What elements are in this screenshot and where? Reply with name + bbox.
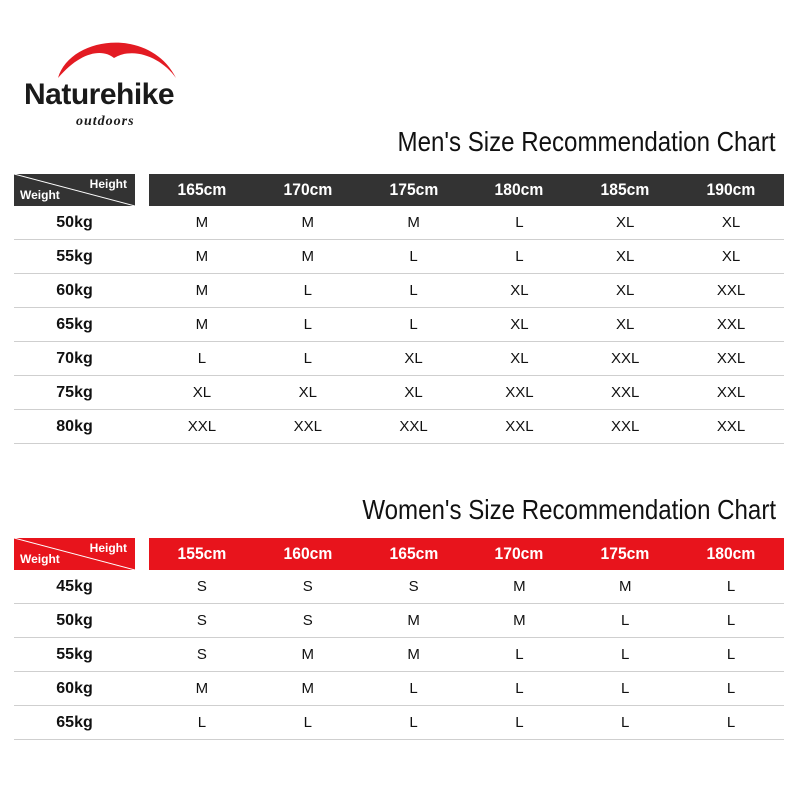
size-cells: [149, 206, 784, 239]
table-row: [14, 240, 784, 274]
size-cell: XL: [510, 350, 529, 367]
size-cell: L: [515, 214, 524, 231]
size-cell: L: [303, 350, 312, 367]
weight-cell: 60kg: [56, 282, 93, 299]
size-cell: L: [621, 612, 630, 629]
size-cell: L: [303, 282, 312, 299]
height-column-header: 170cm: [495, 544, 544, 563]
size-cell: M: [513, 578, 526, 595]
height-column-header: 185cm: [600, 180, 650, 199]
size-cell: M: [407, 646, 420, 663]
size-cell: L: [303, 316, 312, 333]
size-cell: XL: [404, 350, 423, 367]
weight-cell: 45kg: [56, 578, 93, 595]
men-corner-cell: [14, 174, 135, 206]
size-cells: [149, 672, 784, 705]
size-cell: L: [409, 316, 418, 333]
size-cells: [149, 308, 784, 341]
weight-axis-label: Weight: [20, 552, 60, 566]
women-header-row: [14, 538, 784, 570]
size-cell: XL: [192, 384, 212, 401]
height-column-header: 165cm: [177, 180, 227, 199]
table-row: [14, 410, 784, 444]
table-row: [14, 604, 784, 638]
size-cell: XXL: [293, 418, 322, 435]
size-cell: L: [726, 646, 736, 663]
size-cell: XXL: [611, 418, 640, 435]
weight-cell: 55kg: [56, 646, 93, 663]
size-cell: M: [301, 680, 314, 697]
size-cell: XL: [404, 384, 423, 401]
size-cells: [149, 342, 784, 375]
size-cell: L: [515, 248, 524, 265]
height-column-header: 175cm: [600, 544, 650, 563]
brand-tagline: outdoors: [76, 114, 135, 129]
table-row: [14, 206, 784, 240]
size-cells: [149, 274, 784, 307]
size-cell: M: [407, 214, 420, 231]
men-header-row: [14, 174, 784, 206]
size-cells: [149, 410, 784, 443]
height-column-header: 165cm: [389, 544, 438, 563]
size-cell: XXL: [716, 316, 746, 333]
table-row: [14, 376, 784, 410]
size-cell: L: [409, 714, 418, 731]
size-cell: XL: [616, 316, 635, 333]
size-cell: L: [726, 714, 736, 731]
height-column-header: 170cm: [283, 180, 333, 199]
weight-cell: 80kg: [56, 418, 93, 435]
size-cell: M: [618, 578, 632, 595]
size-cell: M: [195, 214, 209, 231]
size-cell: XXL: [187, 418, 217, 435]
size-cell: XXL: [716, 350, 746, 367]
size-cell: S: [408, 578, 419, 595]
brand-logo: [22, 28, 212, 138]
weight-cell: 70kg: [56, 350, 93, 367]
size-cell: XXL: [716, 282, 746, 299]
men-chart-title: Men's Size Recommendation Chart: [397, 126, 776, 157]
size-cell: XL: [616, 214, 635, 231]
size-cells: [149, 706, 784, 739]
size-cell: M: [195, 248, 209, 265]
size-cells: [149, 638, 784, 671]
height-axis-label: Height: [89, 177, 127, 191]
size-cell: L: [409, 680, 418, 697]
size-cell: L: [621, 680, 630, 697]
size-cell: XXL: [611, 350, 640, 367]
table-row: [14, 570, 784, 604]
size-cell: M: [301, 646, 314, 663]
size-cell: M: [407, 612, 420, 629]
size-cell: L: [726, 578, 736, 595]
men-height-header: [149, 174, 784, 206]
size-cell: M: [513, 612, 526, 629]
size-cell: L: [197, 714, 207, 731]
size-cells: [149, 376, 784, 409]
size-cell: M: [301, 248, 314, 265]
table-row: [14, 274, 784, 308]
size-cell: XXL: [716, 418, 746, 435]
size-cell: L: [726, 612, 736, 629]
size-cell: M: [195, 316, 209, 333]
size-cell: S: [196, 578, 207, 595]
size-cell: XXL: [399, 418, 428, 435]
size-cells: [149, 240, 784, 273]
size-cell: XL: [616, 282, 635, 299]
table-row: [14, 308, 784, 342]
size-cell: L: [197, 350, 207, 367]
women-corner-cell: [14, 538, 135, 570]
size-cell: XL: [510, 282, 529, 299]
women-height-header: [149, 538, 784, 570]
size-cell: M: [301, 214, 314, 231]
size-cell: XXL: [505, 418, 534, 435]
weight-cell: 75kg: [56, 384, 93, 401]
size-cell: XXL: [611, 384, 640, 401]
size-cell: M: [195, 282, 209, 299]
weight-cell: 65kg: [56, 316, 93, 333]
weight-axis-label: Weight: [20, 188, 60, 202]
size-cells: [149, 570, 784, 603]
table-row: [14, 638, 784, 672]
size-cell: L: [621, 714, 630, 731]
size-cell: S: [302, 612, 313, 629]
mountain-arc-icon: [50, 28, 180, 84]
height-column-header: 180cm: [495, 180, 544, 199]
size-cell: XL: [510, 316, 529, 333]
weight-cell: 50kg: [56, 612, 93, 629]
women-size-table: [14, 538, 784, 740]
height-column-header: 190cm: [706, 180, 756, 199]
size-cell: XXL: [716, 384, 746, 401]
size-cell: S: [196, 612, 207, 629]
size-cell: L: [515, 646, 524, 663]
table-row: [14, 706, 784, 740]
height-axis-label: Height: [89, 541, 127, 555]
height-column-header: 155cm: [177, 544, 227, 563]
size-cell: XL: [616, 248, 635, 265]
size-cell: L: [621, 646, 630, 663]
size-cell: XL: [298, 384, 317, 401]
size-cell: L: [409, 248, 418, 265]
women-chart-title: Women's Size Recommendation Chart: [362, 494, 776, 525]
size-cells: [149, 604, 784, 637]
size-cell: XL: [721, 248, 741, 265]
table-row: [14, 672, 784, 706]
size-cell: XL: [721, 214, 741, 231]
weight-cell: 55kg: [56, 248, 93, 265]
size-cell: S: [302, 578, 313, 595]
size-cell: M: [195, 680, 209, 697]
size-cell: S: [196, 646, 207, 663]
brand-name: Naturehike: [24, 78, 175, 111]
size-cell: L: [303, 714, 312, 731]
weight-cell: 60kg: [56, 680, 93, 697]
men-size-table: [14, 174, 784, 444]
size-cell: L: [409, 282, 418, 299]
size-cell: L: [515, 680, 524, 697]
weight-cell: 65kg: [56, 714, 93, 731]
size-cell: L: [515, 714, 524, 731]
height-column-header: 175cm: [389, 180, 438, 199]
size-cell: XXL: [505, 384, 534, 401]
height-column-header: 180cm: [706, 544, 756, 563]
size-cell: L: [726, 680, 736, 697]
table-row: [14, 342, 784, 376]
weight-cell: 50kg: [56, 214, 93, 231]
height-column-header: 160cm: [283, 544, 333, 563]
